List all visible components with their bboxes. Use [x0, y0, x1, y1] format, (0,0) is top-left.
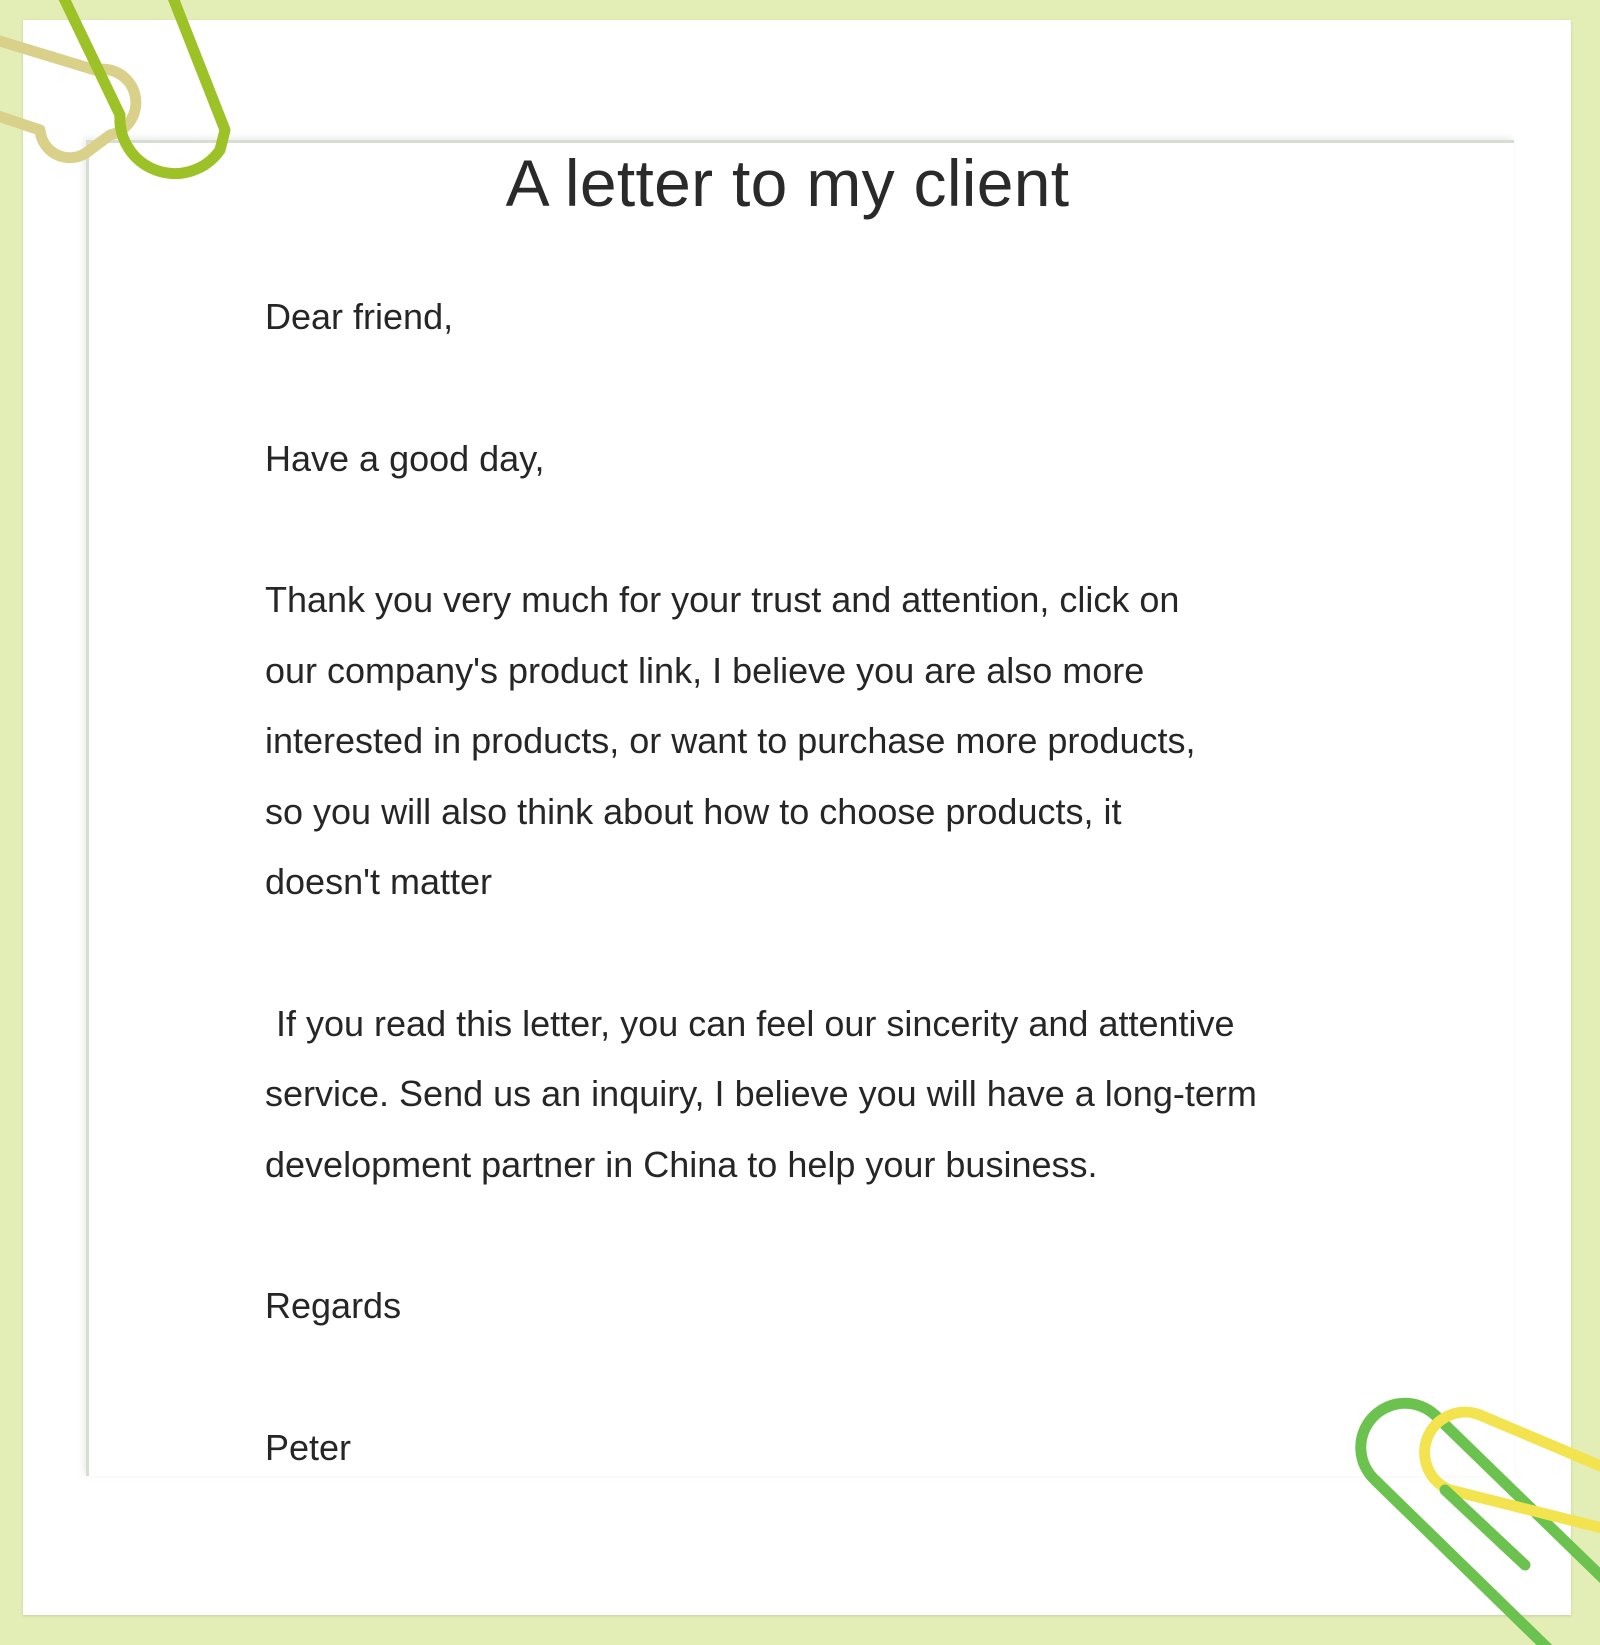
letter-body: [265, 282, 1395, 1483]
letter-paragraph-1: [265, 565, 1395, 918]
paragraph-2-line: development partner in China to help your business.: [265, 1143, 1098, 1185]
paragraph-1-line: so you will also think about how to choose products, it: [265, 790, 1122, 832]
paragraph-2-line: service. Send us an inquiry, I believe you will have a long-term: [265, 1073, 1257, 1114]
paragraph-1-line: Thank you very much for your trust and attention, click on: [265, 579, 1180, 620]
paragraph-2-line-first: [265, 989, 1395, 1060]
letter-signature: Peter: [265, 1426, 352, 1468]
paragraph-1-line: interested in products, or want to purchase more products,: [265, 720, 1196, 761]
letter-wish: Have a good day,: [265, 437, 545, 479]
letter-title: A letter to my client: [505, 146, 1070, 220]
letter-closing: Regards: [265, 1285, 402, 1326]
letter-paragraph-2: [265, 989, 1395, 1201]
paragraph-2-line: If you read this letter, you can feel our sincerity and attentive: [276, 1002, 1235, 1044]
paragraph-1-line: doesn't matter: [265, 861, 492, 902]
paragraph-1-line: our company's product link, I believe you are also more: [265, 649, 1145, 691]
letter-greeting: Dear friend,: [265, 296, 454, 337]
